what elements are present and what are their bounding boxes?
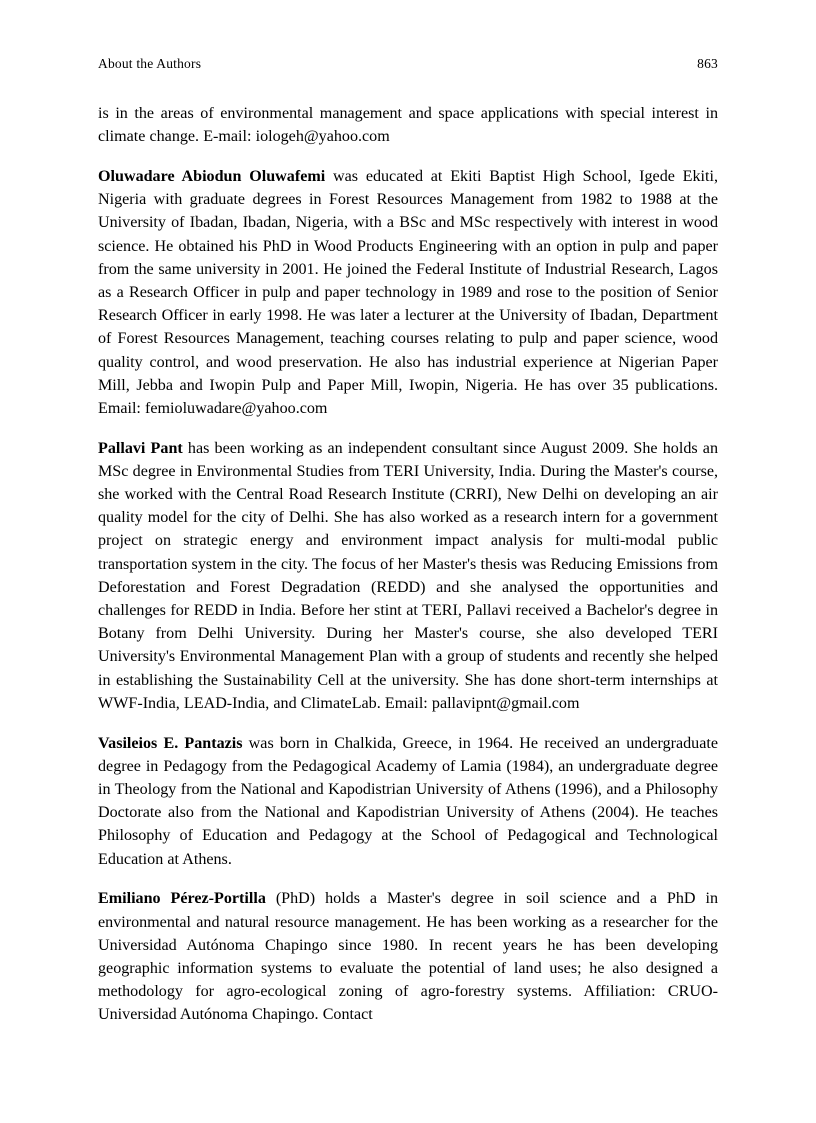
biography-text: has been working as an independent consultant since August 2009. She holds an MSc degree in Environmental Studies from TERI University, India. During the Master's course, she worked with the Central Road Research Institute (CRRI), New Delhi on developing an air quality model for the city of Delhi. She has also worked as a research intern for a government project on strategic energy and environment impact analysis for multi-modal public transportation system in the city. The focus of her Master's thesis was Reducing Emissions from Deforestation and Forest Degradation (REDD) and she analysed the opportunities and challenges for REDD in India. Before her stint at TERI, Pallavi received a Bachelor's degree in Botany from Delhi University. During her Master's course, she also developed TERI University's Environmental Management Plan with a group of students and recently she helped in establishing the Sustainability Cell at the university. She has done short-term internships at WWF-India, LEAD-India, and ClimateLab. Email: pallavipnt@gmail.com <box>98 439 718 712</box>
biography-text: was educated at Ekiti Baptist High School, Igede Ekiti, Nigeria with graduate degrees in Forest Resources Management from 1982 to 1988 at the University of Ibadan, Ibadan, Nigeria, with a BSc and MSc respectively with interest in wood science. He obtained his PhD in Wood Products Engineering with an option in pulp and paper from the same university in 2001. He joined the Federal Institute of Industrial Research, Lagos as a Research Officer in pulp and paper technology in 1989 and rose to the position of Senior Research Officer in early 1998. He was later a lecturer at the University of Ibadan, Department of Forest Resources Management, teaching courses relating to pulp and paper science, wood quality control, and wood preservation. He also has industrial experience at Nigerian Paper Mill, Jebba and Iwopin Pulp and Paper Mill, Iwopin, Nigeria. He has over 35 publications. Email: femioluwadare@yahoo.com <box>98 167 718 417</box>
page-number: 863 <box>697 56 718 71</box>
page-content <box>98 56 718 1027</box>
biography-text: was born in Chalkida, Greece, in 1964. He received an undergraduate degree in Pedagogy from the Pedagogical Academy of Lamia (1984), an undergraduate degree in Theology from the National and Kapodistrian University of Athens (1996), and a Philosophy Doctorate also from the National and Kapodistrian University of Athens (2004). He teaches Philosophy of Education and Pedagogy at the School of Pedagogical and Technological Education at Athens. <box>98 734 718 868</box>
biography-paragraph <box>98 732 718 871</box>
biography-list <box>98 102 718 1027</box>
author-name: Oluwadare Abiodun Oluwafemi <box>98 167 326 185</box>
biography-paragraph <box>98 102 718 148</box>
biography-text: (PhD) holds a Master's degree in soil science and a PhD in environmental and natural resource management. He has been working as a researcher for the Universidad Autónoma Chapingo since 1980. In recent years he has been developing geographic information systems to evaluate the potential of land uses; he also designed a methodology for agro-ecological zoning of agro-forestry systems. Affiliation: CRUO-Universidad Autónoma Chapingo. Contact <box>98 890 718 1024</box>
running-head <box>98 56 718 72</box>
author-name: Emiliano Pérez-Portilla <box>98 890 266 908</box>
author-name: Vasileios E. Pantazis <box>98 734 243 752</box>
biography-paragraph <box>98 437 718 715</box>
biography-text: is in the areas of environmental management and space applications with special interest in climate change. E-mail: iologeh@yahoo.com <box>98 105 718 146</box>
running-head-title: About the Authors <box>98 56 202 71</box>
biography-paragraph <box>98 165 718 420</box>
author-name: Pallavi Pant <box>98 439 183 457</box>
biography-paragraph <box>98 887 718 1026</box>
